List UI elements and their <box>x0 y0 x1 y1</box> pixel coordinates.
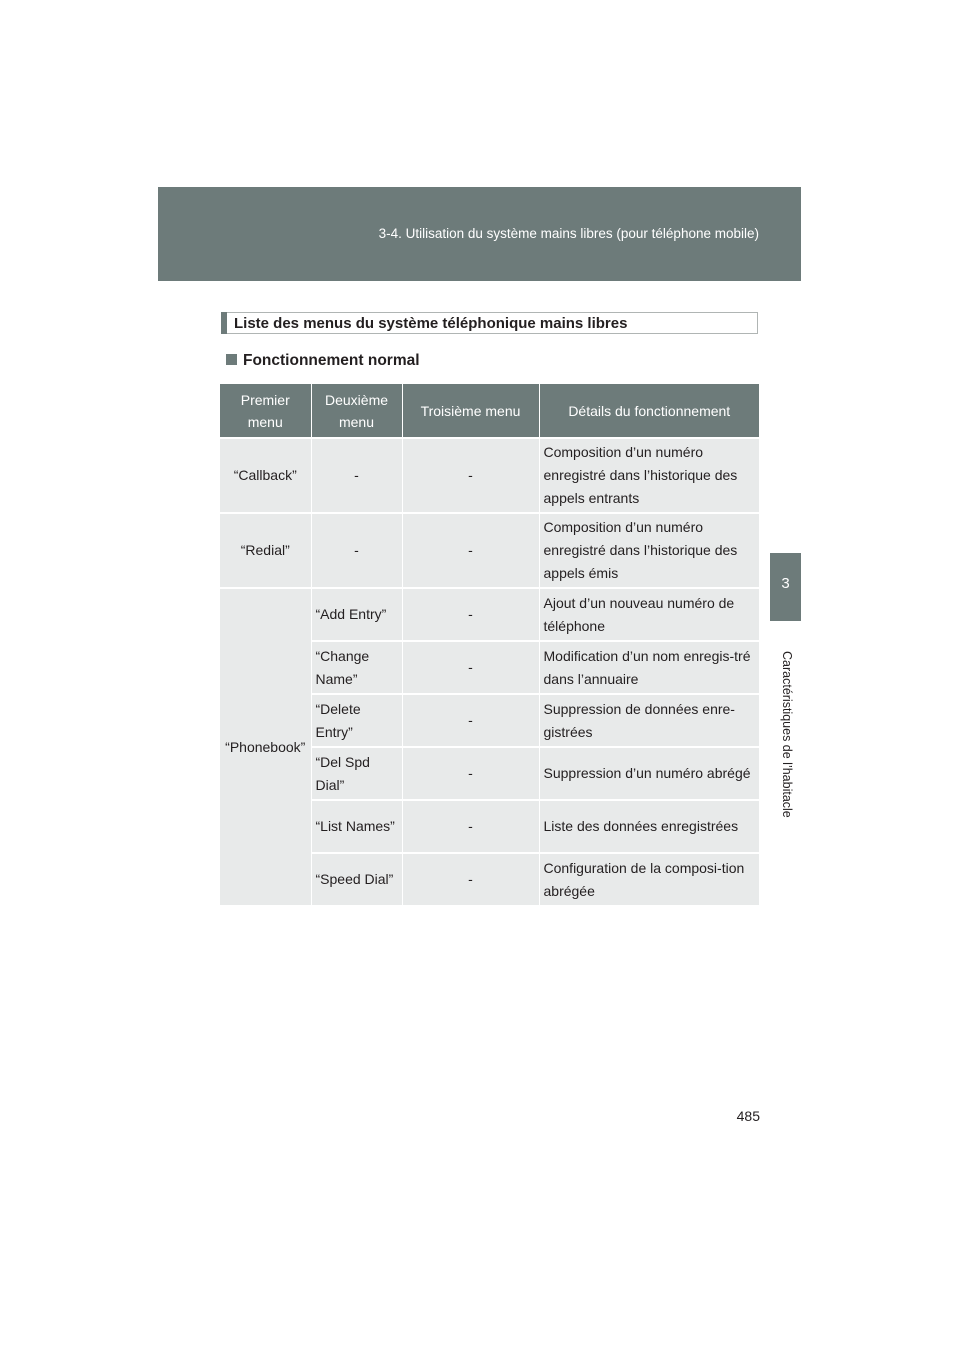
header-details: Détails du fonctionnement <box>539 384 759 438</box>
page-number: 485 <box>736 1108 760 1124</box>
chapter-header-band <box>158 187 801 281</box>
cell-details: Suppression de données enre-gistrées <box>539 694 759 747</box>
cell-second-menu: “Speed Dial” <box>311 853 402 905</box>
chapter-side-tab <box>770 553 801 621</box>
cell-second-menu: “Change Name” <box>311 641 402 694</box>
chapter-header-title: 3-4. Utilisation du système mains libres (pour téléphone mobile) <box>378 226 759 241</box>
cell-details: Configuration de la composi-tion abrégée <box>539 853 759 905</box>
table-row <box>220 588 759 641</box>
cell-second-menu: - <box>311 513 402 588</box>
cell-details: Composition d’un numéro enregistré dans l’historique des appels émis <box>539 513 759 588</box>
cell-second-menu: “Add Entry” <box>311 588 402 641</box>
table-row <box>220 438 759 513</box>
header-third-menu: Troisième menu <box>402 384 539 438</box>
header-second-menu: Deuxième menu <box>311 384 402 438</box>
cell-first-menu: “Callback” <box>220 438 311 513</box>
cell-third-menu: - <box>402 747 539 800</box>
square-bullet-icon <box>226 354 237 365</box>
subsection-heading <box>226 352 420 370</box>
cell-third-menu: - <box>402 641 539 694</box>
cell-second-menu: “Delete Entry” <box>311 694 402 747</box>
cell-third-menu: - <box>402 800 539 853</box>
cell-first-menu: “Redial” <box>220 513 311 588</box>
section-heading <box>221 312 758 334</box>
section-title: Liste des menus du système téléphonique mains libres <box>234 315 628 332</box>
cell-third-menu: - <box>402 513 539 588</box>
cell-first-menu: “Phonebook” <box>220 588 311 905</box>
cell-second-menu: “List Names” <box>311 800 402 853</box>
menu-table <box>220 384 759 905</box>
table-header-row <box>220 384 759 438</box>
cell-details: Suppression d’un numéro abrégé <box>539 747 759 800</box>
cell-third-menu: - <box>402 853 539 905</box>
cell-third-menu: - <box>402 438 539 513</box>
cell-second-menu: “Del Spd Dial” <box>311 747 402 800</box>
subsection-title: Fonctionnement normal <box>243 352 420 369</box>
cell-second-menu: - <box>311 438 402 513</box>
cell-details: Liste des données enregistrées <box>539 800 759 853</box>
cell-details: Composition d’un numéro enregistré dans l’historique des appels entrants <box>539 438 759 513</box>
cell-details: Modification d’un nom enregis-tré dans l’annuaire <box>539 641 759 694</box>
cell-details: Ajout d’un nouveau numéro de téléphone <box>539 588 759 641</box>
table-row <box>220 513 759 588</box>
cell-third-menu: - <box>402 588 539 641</box>
section-heading-bar <box>221 312 227 334</box>
chapter-side-label: Caractéristiques de l’habitacle <box>780 651 794 818</box>
header-first-menu: Premier menu <box>220 384 311 438</box>
chapter-number: 3 <box>781 575 790 592</box>
cell-third-menu: - <box>402 694 539 747</box>
